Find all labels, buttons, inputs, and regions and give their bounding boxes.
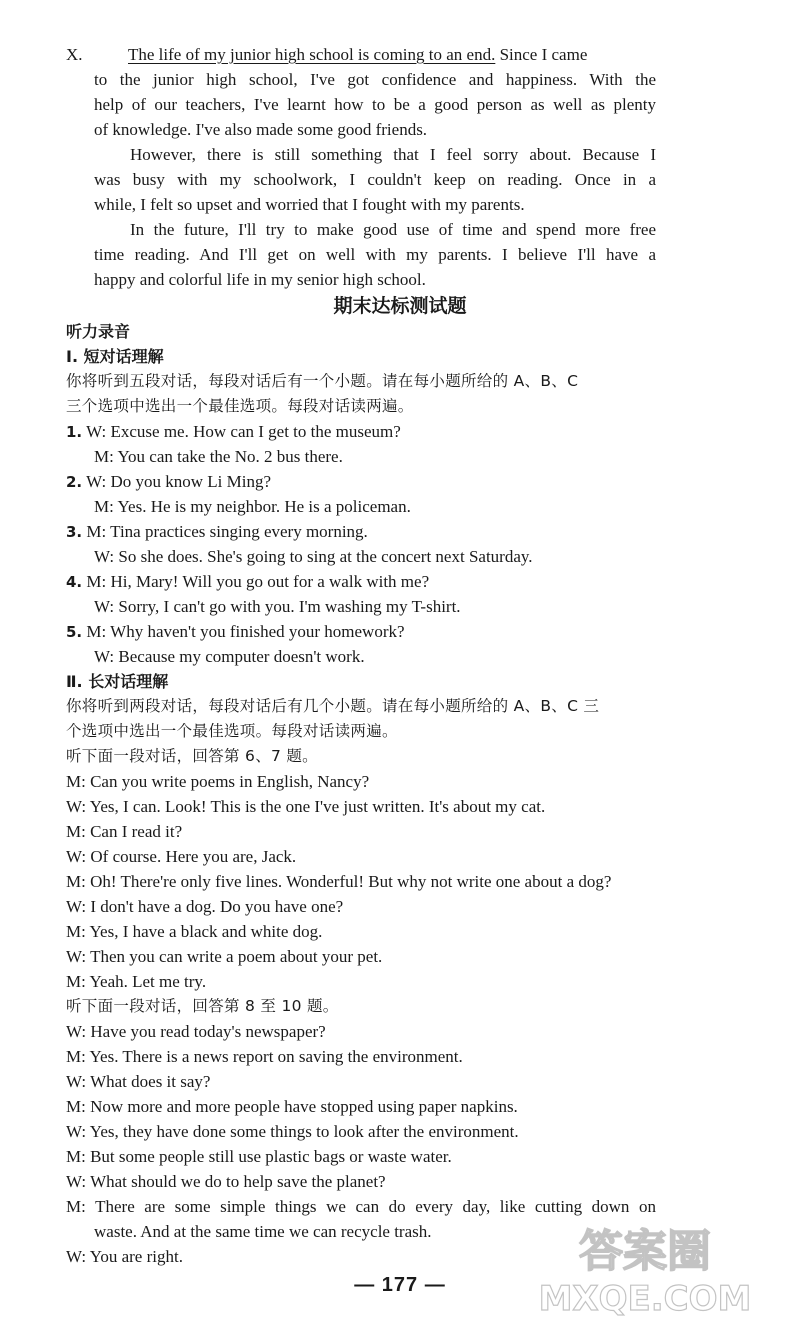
essay-line: happy and colorful life in my senior high school. bbox=[94, 270, 426, 289]
dialog-line: W: Then you can write a poem about your pet. bbox=[66, 947, 383, 966]
dialog-line: M: You can take the No. 2 bus there. bbox=[94, 447, 343, 466]
dialog-line: W: What does it say? bbox=[66, 1072, 211, 1091]
listening-heading: 听力录音 bbox=[66, 322, 131, 341]
essay-line: In the future, I'll try to make good use of time and spend more free bbox=[130, 220, 656, 239]
dialog-line: M: Tina practices singing every morning. bbox=[86, 522, 368, 541]
dialog-line: W: Because my computer doesn't work. bbox=[94, 647, 365, 666]
dialog1-intro: 听下面一段对话，回答第 6、7 题。 bbox=[66, 747, 318, 765]
dialog-line: M: Yes. There is a news report on saving the environment. bbox=[66, 1047, 463, 1066]
essay-line: time reading. And I'll get on well with my parents. I believe I'll have a bbox=[94, 245, 656, 264]
essay-line: of knowledge. I've also made some good friends. bbox=[94, 120, 428, 139]
essay-line: while, I felt so upset and worried that I fought with my parents. bbox=[94, 195, 525, 214]
dialog-line: M: Can you write poems in English, Nancy? bbox=[66, 772, 370, 791]
dialog-line: W: Have you read today's newspaper? bbox=[66, 1022, 326, 1041]
item-number: 1. bbox=[66, 423, 83, 441]
dialog-line: M: Why haven't you finished your homework? bbox=[86, 622, 405, 641]
dialog-item bbox=[66, 569, 628, 595]
watermark-top: 答案圈 bbox=[579, 1226, 711, 1277]
part1-instructions: 三个选项中选出一个最佳选项。每段对话读两遍。 bbox=[66, 397, 414, 415]
dialog-item bbox=[66, 519, 628, 545]
dialog-line: M: But some people still use plastic bags or waste water. bbox=[66, 1147, 452, 1166]
dialog-line: M: Now more and more people have stopped using paper napkins. bbox=[66, 1097, 518, 1116]
dialog2-intro: 听下面一段对话，回答第 8 至 10 题。 bbox=[66, 997, 339, 1015]
dialog-item bbox=[66, 469, 628, 495]
part1-heading: Ⅰ. 短对话理解 bbox=[66, 347, 164, 366]
dialog-line: W: I don't have a dog. Do you have one? bbox=[66, 897, 344, 916]
watermark-bottom: MXQE.COM bbox=[538, 1279, 752, 1318]
dialog-line: M: Yes. He is my neighbor. He is a policeman. bbox=[94, 497, 411, 516]
essay-line: was busy with my schoolwork, I couldn't keep on reading. Once in a bbox=[94, 170, 656, 189]
test-title: 期末达标测试题 bbox=[333, 295, 467, 317]
item-number: 4. bbox=[66, 573, 83, 591]
dialog-line: W: Yes, I can. Look! This is the one I've just written. It's about my cat. bbox=[66, 797, 546, 816]
dialog-line: M: Yes, I have a black and white dog. bbox=[66, 922, 323, 941]
dialog-line: W: Excuse me. How can I get to the museum? bbox=[86, 422, 401, 441]
essay-label: X. bbox=[66, 45, 83, 64]
essay-line: Since I came bbox=[495, 45, 588, 64]
item-number: 2. bbox=[66, 473, 83, 491]
essay-first-line bbox=[66, 42, 656, 67]
part1-instructions: 你将听到五段对话，每段对话后有一个小题。请在每小题所给的 A、B、C bbox=[66, 372, 579, 390]
dialog-line: waste. And at the same time we can recycle trash. bbox=[94, 1222, 432, 1241]
dialog-line: W: Of course. Here you are, Jack. bbox=[66, 847, 297, 866]
dialog-item bbox=[66, 419, 628, 445]
dialog-line: W: You are right. bbox=[66, 1247, 183, 1266]
dialog-line: M: Yeah. Let me try. bbox=[66, 972, 207, 991]
dialog-line: W: So she does. She's going to sing at the concert next Saturday. bbox=[94, 547, 533, 566]
part2-heading: Ⅱ. 长对话理解 bbox=[66, 672, 169, 691]
page-number: — 177 — bbox=[354, 1274, 446, 1296]
dialog-line: W: Do you know Li Ming? bbox=[86, 472, 272, 491]
item-number: 3. bbox=[66, 523, 83, 541]
dialog-line: M: Oh! There're only five lines. Wonderful! But why not write one about a dog? bbox=[66, 872, 612, 891]
item-number: 5. bbox=[66, 623, 83, 641]
dialog-item bbox=[66, 619, 628, 645]
dialog-line: W: Yes, they have done some things to look after the environment. bbox=[66, 1122, 519, 1141]
dialog-line: M: Hi, Mary! Will you go out for a walk with me? bbox=[86, 572, 430, 591]
dialog-line: M: There are some simple things we can do every day, like cutting down on bbox=[66, 1197, 656, 1216]
part2-instructions: 你将听到两段对话，每段对话后有几个小题。请在每小题所给的 A、B、C 三 bbox=[66, 697, 600, 715]
essay-line: However, there is still something that I feel sorry about. Because I bbox=[130, 145, 656, 164]
essay-first-sentence: The life of my junior high school is coming to an end. bbox=[128, 45, 496, 64]
dialog-line: M: Can I read it? bbox=[66, 822, 183, 841]
essay-line: to the junior high school, I've got confidence and happiness. With the bbox=[94, 70, 656, 89]
essay-line: help of our teachers, I've learnt how to be a good person as well as plenty bbox=[94, 95, 656, 114]
part2-instructions: 个选项中选出一个最佳选项。每段对话读两遍。 bbox=[66, 722, 398, 740]
dialog-line: W: Sorry, I can't go with you. I'm washing my T-shirt. bbox=[94, 597, 461, 616]
watermark-logo bbox=[500, 1218, 790, 1318]
dialog-line: W: What should we do to help save the planet? bbox=[66, 1172, 386, 1191]
